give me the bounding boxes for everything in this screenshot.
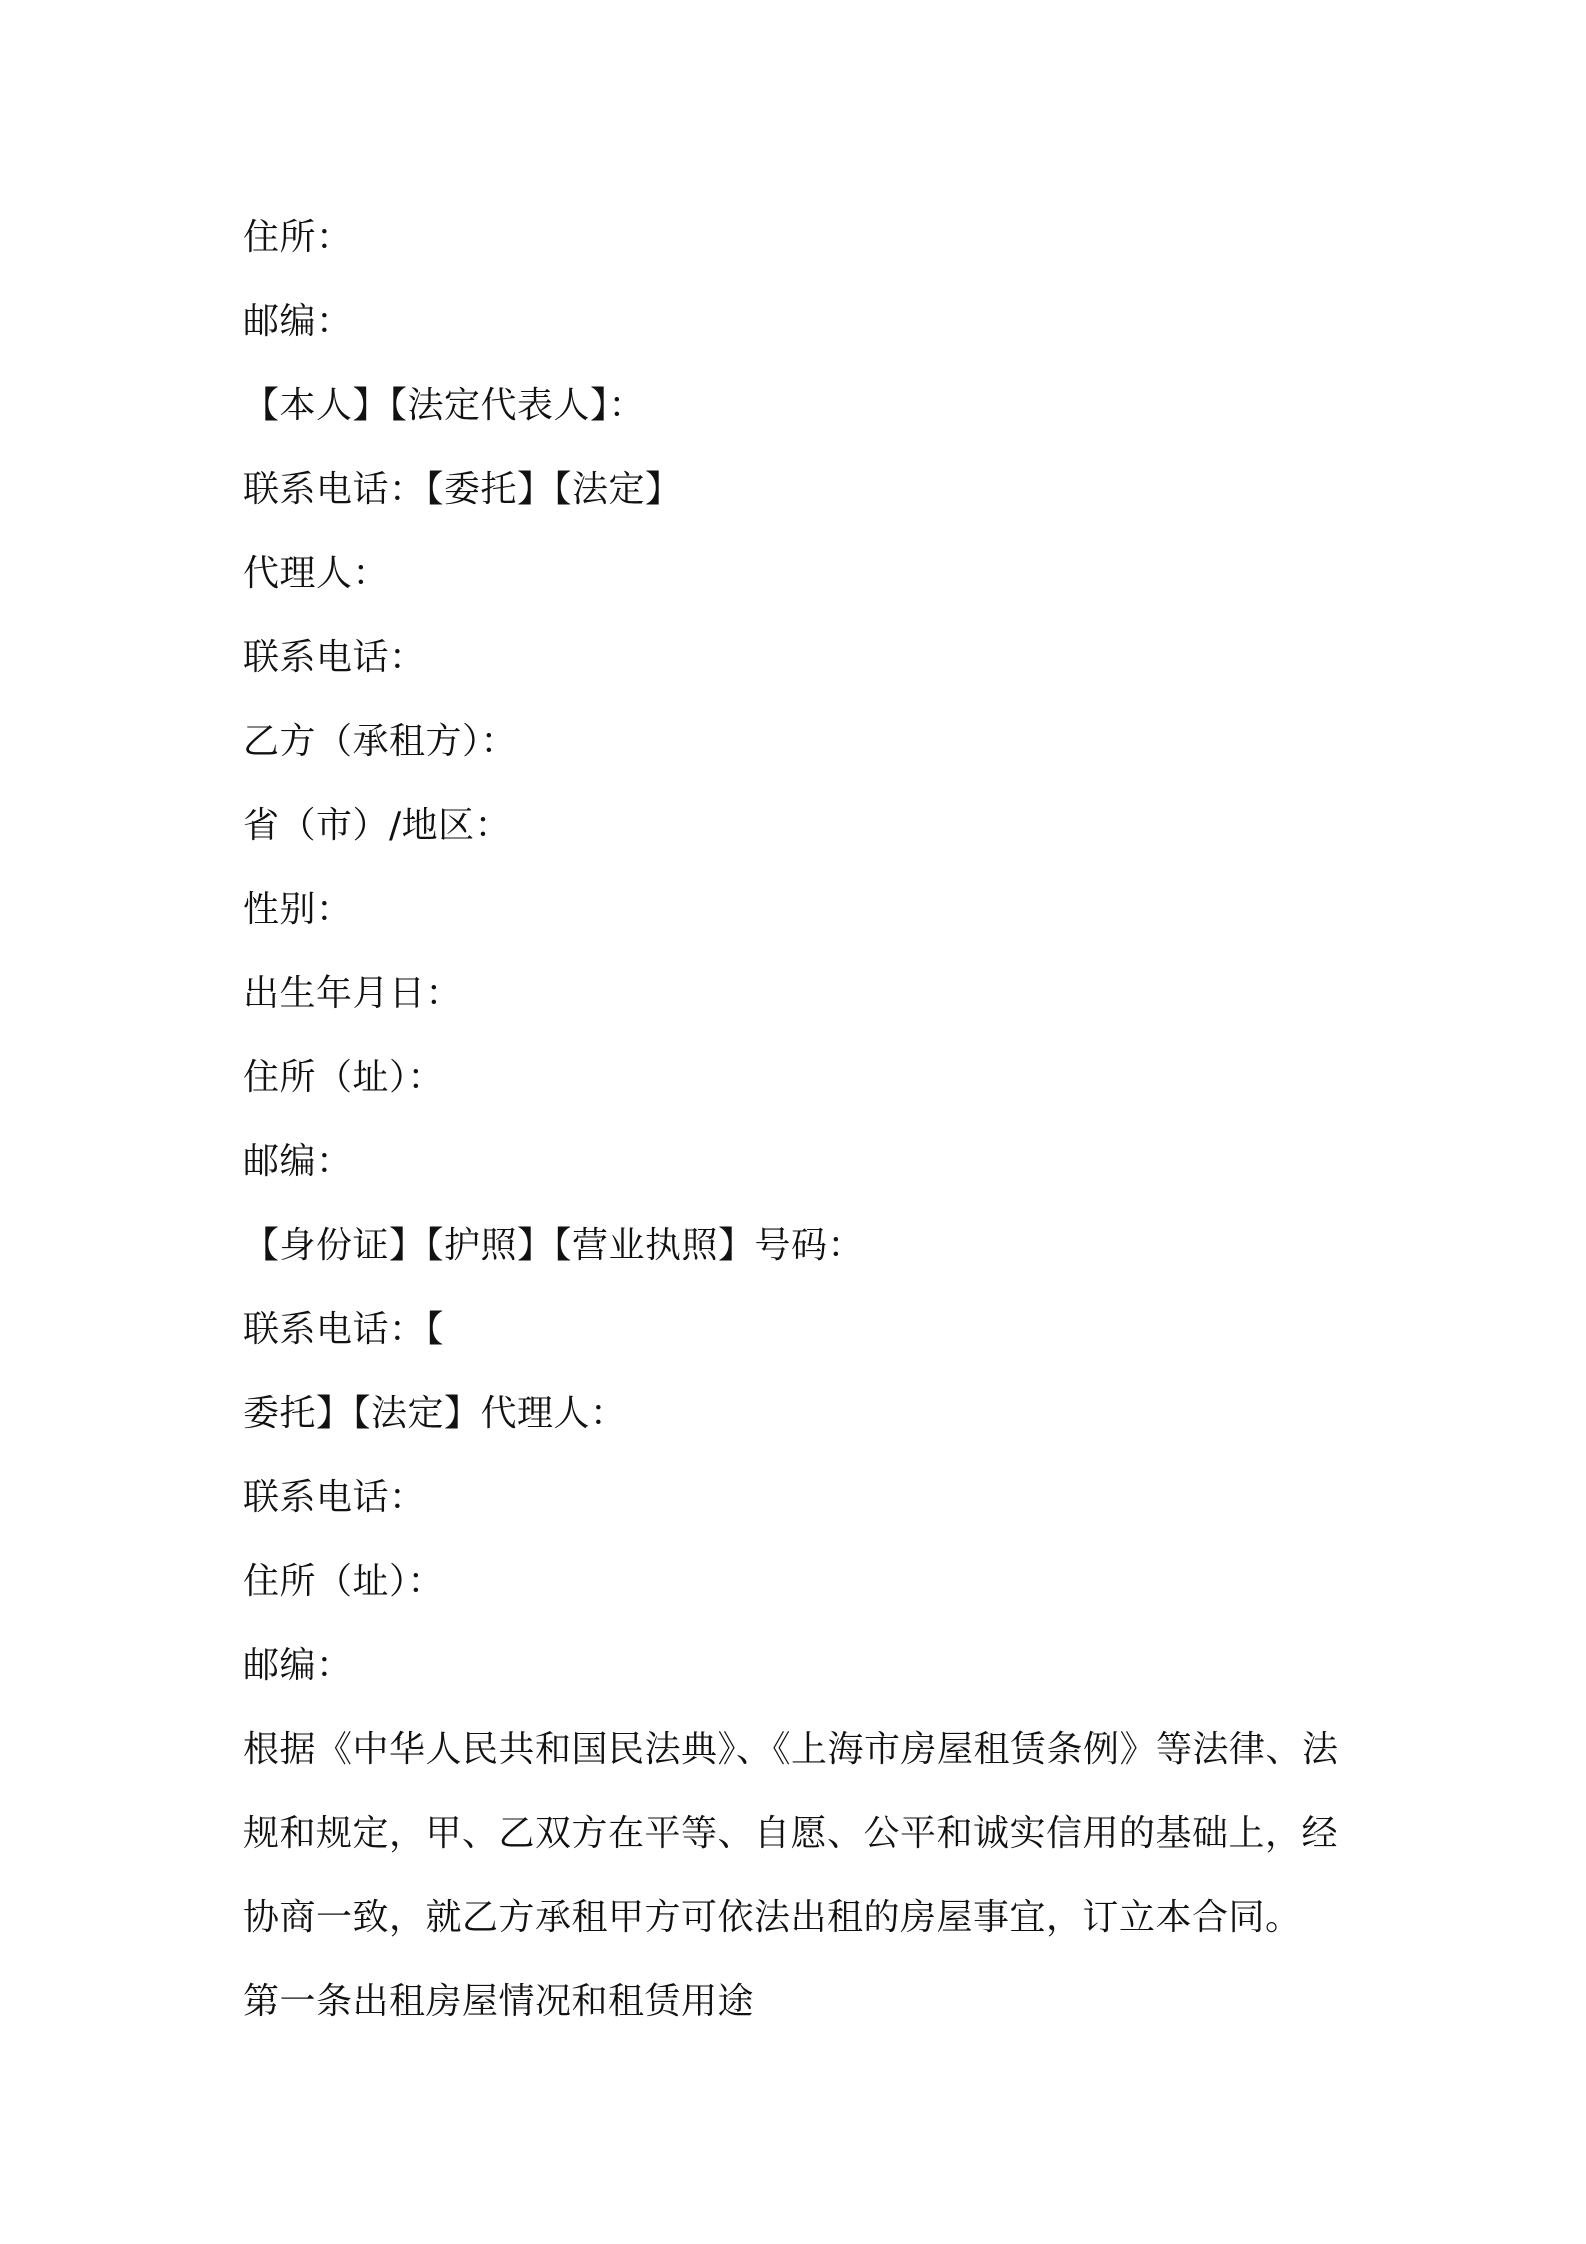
field-self-legal-representative: 【本人】【法定代表人】： <box>243 385 646 426</box>
field-birthdate: 出生年月日： <box>243 973 463 1014</box>
field-phone-agent: 联系电话：【委托】【法定】 <box>243 469 682 510</box>
field-phone: 联系电话： <box>243 1477 426 1518</box>
field-address: 住所（址）： <box>243 1057 445 1098</box>
field-phone: 联系电话： <box>243 637 426 678</box>
document-body <box>243 196 1363 2044</box>
section-heading: 第一条出租房屋情况和租赁用途 <box>243 1981 755 2022</box>
field-address: 住所（址）： <box>243 1561 445 1602</box>
party-b-label: 乙方（承租方）： <box>243 721 518 762</box>
field-agent-continued: 委托】【法定】代理人： <box>243 1393 627 1434</box>
field-postcode: 邮编： <box>243 301 353 342</box>
field-residence: 住所： <box>243 217 353 258</box>
field-id-number: 【身份证】【护照】【营业执照】号码： <box>243 1225 865 1266</box>
field-province-region: 省（市）/地区： <box>243 805 512 846</box>
field-phone-bracket: 联系电话：【 <box>243 1309 445 1350</box>
field-agent: 代理人： <box>243 553 390 594</box>
field-gender: 性别： <box>243 889 353 930</box>
field-postcode: 邮编： <box>243 1141 353 1182</box>
paragraph-line: 协商一致，就乙方承租甲方可依法出租的房屋事宜，订立本合同。 <box>243 1897 1302 1938</box>
paragraph-line: 规和规定，甲、乙双方在平等、自愿、公平和诚实信用的基础上，经 <box>243 1813 1339 1854</box>
preamble-paragraph <box>243 1708 1363 1960</box>
paragraph-line: 根据《中华人民共和国民法典》、《上海市房屋租赁条例》等法律、法 <box>243 1729 1339 1770</box>
field-postcode: 邮编： <box>243 1645 353 1686</box>
